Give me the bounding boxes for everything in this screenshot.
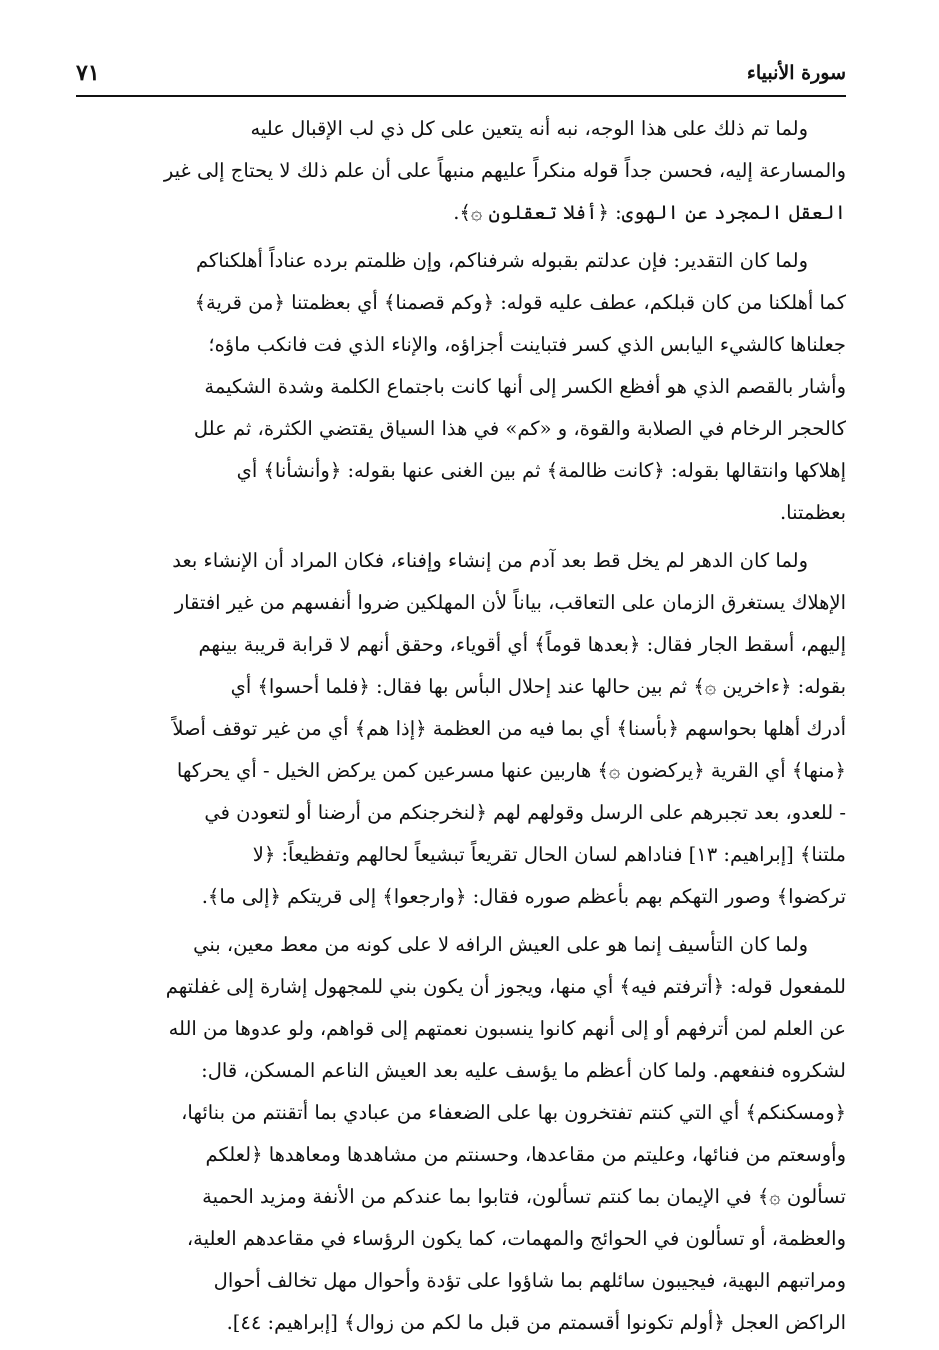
text-line: ولما كان الدهر لم يخل قط بعد آدم من إنشاء وإفناء، فكان المراد أن الإنشاء بعد [172, 549, 808, 572]
text-line: أدرك أهلها بحواسهم ﴿بأسنا﴾ أي بما فيه من العظمة ﴿إذا هم﴾ أي من غير توقف أصلاً [172, 717, 846, 740]
page-header [76, 58, 846, 94]
text-line: تركضوا﴾ وصور التهكم بهم بأعظم صوره فقال: ﴿وارجعوا﴾ إلى قريتكم ﴿إلى ما﴾. [201, 885, 846, 908]
text-line: إليهم، أسقط الجار فقال: ﴿بعدها قوماً﴾ أي أقوياء، وحقق أنهم لا قرابة قريبة بينهم [198, 633, 846, 656]
text-line: تسألون ۞﴾ في الإيمان بما كنتم تسألون، فتابوا بما عندكم من الأنفة ومزيد الحمية [202, 1185, 846, 1208]
text-line: الإهلاك يستغرق الزمان على التعاقب، بياناً لأن المهلكين ضروا أنفسهم من غير افتقار [174, 591, 846, 614]
paragraph [76, 108, 846, 234]
paragraph [76, 540, 846, 918]
text-line: ولما تم ذلك على هذا الوجه، نبه أنه يتعين على كل ذي لب الإقبال عليه [250, 117, 808, 140]
text-line: الراكض العجل ﴿أولم تكونوا أقسمتم من قبل ما لكم من زوال﴾ [إبراهيم: ٤٤]. [226, 1311, 846, 1334]
text-line: ﴿منها﴾ أي القرية ﴿يركضون ۞﴾ هاربين عنها مسرعين كمن يركض الخيل - أي يحركها [176, 759, 846, 782]
text-line: ولما كان التأسيف إنما هو على العيش الرافه لا على كونه من معط معين، بني [193, 933, 808, 956]
text-line: بعظمتنا. [779, 501, 846, 524]
text-line: العقل المجرد عن الهوى: ﴿أفلا تعقلون ۞﴾. [453, 201, 846, 224]
text-line: ولما كان التقدير: فإن عدلتم بقبوله شرفناكم، وإن ظلمتم برده عناداً أهلكناكم [195, 249, 808, 272]
text-line: بقوله: ﴿ءاخرين ۞﴾ ثم بين حالها عند إحلال البأس بها فقال: ﴿فلما أحسوا﴾ أي [230, 675, 846, 698]
text-line: كما أهلكنا من كان قبلكم، عطف عليه قوله: ﴿وكم قصمنا﴾ أي بعظمتنا ﴿من قرية﴾ [194, 291, 846, 314]
text-line: والعظمة، أو تسألون في الحوائج والمهمات، كما يكون الرؤساء في مقاعدهم العلية، [186, 1227, 846, 1250]
text-line: للمفعول قوله: ﴿أترفتم فيه﴾ أي منها، ويجوز أن يكون بني للمجهول إشارة إلى غفلتهم [165, 975, 846, 998]
text-line: ملتنا﴾ [إبراهيم: ١٣] فناداهم لسان الحال تقريعاً تبشيعاً لحالهم وتفظيعاً: ﴿لا [252, 843, 846, 866]
text-line: وأشار بالقصم الذي هو أفظع الكسر إلى أنها كانت باجتماع الكلمة وشدة الشكيمة [204, 375, 846, 398]
text-line: عن العلم لمن أترفهم أو إلى أنهم كانوا ينسبون نعمتهم إلى قواهم، ولو عدوها من الله [168, 1017, 846, 1040]
text-line: والمسارعة إليه، فحسن جداً قوله منكراً عليهم منبهاً على أن علم ذلك لا يحتاج إلى غير [163, 159, 846, 182]
text-line: كالحجر الرخام في الصلابة والقوة، و «كم» في هذا السياق يقتضي الكثرة، ثم علل [193, 417, 846, 440]
text-body [76, 108, 846, 1350]
text-line: جعلناها كالشيء اليابس الذي كسر فتباينت أجزاؤه، والإناء الذي فت فانكب ماؤه؛ [208, 333, 846, 356]
paragraph [76, 240, 846, 534]
surah-title: سورة الأنبياء [746, 62, 846, 84]
text-line: - للعدو، بعد تجبرهم على الرسل وقولهم لهم ﴿لنخرجنكم من أرضنا أو لتعودن في [204, 801, 846, 824]
text-line: إهلاكها وانتقالها بقوله: ﴿كانت ظالمة﴾ ثم بين الغنى عنها بقوله: ﴿وأنشأنا﴾ أي [236, 459, 846, 482]
text-line: وأوسعتم من فنائها، وعليتم من مقاعدها، وحسنتم من مشاهدها ومعاهدها ﴿لعلكم [205, 1143, 846, 1166]
text-line: لشكروه فنفعهم. ولما كان أعظم ما يؤسف عليه بعد العيش الناعم المسكن، قال: [201, 1059, 846, 1082]
page-number: ٧١ [76, 60, 100, 86]
text-line: ومراتبهم البهية، فيجيبون سائلهم بما شاؤوا على تؤدة وأحوال مهل تخالف أحوال [213, 1269, 846, 1292]
paragraph [76, 924, 846, 1344]
text-line: ﴿ومسكنكم﴾ أي التي كنتم تفتخرون بها على الضعفاء من عبادي بما أتقنتم من بنائها، [181, 1101, 846, 1124]
header-divider [76, 95, 846, 97]
